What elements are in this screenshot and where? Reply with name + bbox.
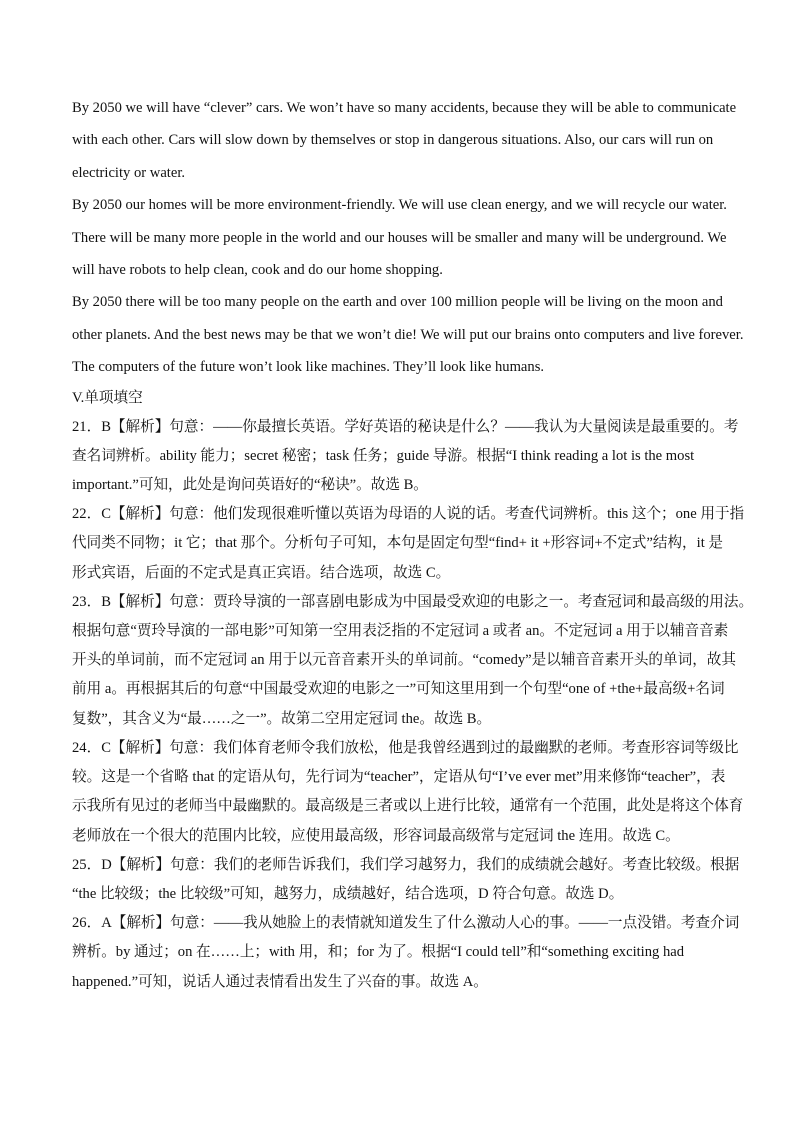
answer-line: “the 比较级；the 比较级”可知，越努力，成绩越好，结合选项，D 符合句意。故选 D。 xyxy=(72,885,624,902)
answer-line: 根据句意“贾玲导演的一部电影”可知第一空用表泛指的不定冠词 a 或者 an。不定冠词 a 用于以辅音音素 xyxy=(72,623,729,640)
passage-line: There will be many more people in the world and our houses will be smaller and many will be underground. We xyxy=(72,229,727,246)
passage-line: with each other. Cars will slow down by themselves or stop in dangerous situations. Also, our cars will run on xyxy=(72,132,714,149)
passage-line: By 2050 we will have “clever” cars. We won’t have so many accidents, because they will be able to communicate xyxy=(72,100,737,116)
answer-line: 代同类不同物；it 它；that 那个。分析句子可知，本句是固定句型“find+ it +形容词+不定式”结构，it 是 xyxy=(72,535,723,552)
passage-line: electricity or water. xyxy=(72,164,186,181)
answer-line: 形式宾语，后面的不定式是真正宾语。结合选项，故选 C。 xyxy=(72,564,451,581)
answer-line: 开头的单词前，而不定冠词 an 用于以元音音素开头的单词前。“comedy”是以辅音音素开头的单词，故其 xyxy=(72,652,736,669)
answer-line: 辨析。by 通过；on 在……上；with 用，和；for 为了。根据“I could tell”和“something exciting had xyxy=(72,944,685,961)
answer-line: 老师放在一个很大的范围内比较，应使用最高级，形容词最高级常与定冠词 the 连用。故选 C。 xyxy=(72,827,680,844)
answer-line: 前用 a。再根据其后的句意“中国最受欢迎的电影之一”可知这里用到一个句型“one of +the+最高级+名词 xyxy=(72,681,725,698)
passage-line: will have robots to help clean, cook and do our home shopping. xyxy=(72,262,443,279)
answer-line: 22．C【解析】句意：他们发现很难听懂以英语为母语的人说的话。考查代词辨析。this 这个；one 用于指 xyxy=(72,506,745,523)
passage-line: By 2050 there will be too many people on the earth and over 100 million people will be living on the moon and xyxy=(72,294,723,311)
answer-line: happened.”可知，说话人通过表情看出发生了兴奋的事。故选 A。 xyxy=(72,973,488,990)
answer-line: 24．C【解析】句意：我们体育老师令我们放松，他是我曾经遇到过的最幽默的老师。考查形容词等级比 xyxy=(72,739,739,756)
answer-line: 25．D【解析】句意：我们的老师告诉我们，我们学习越努力，我们的成绩就会越好。考查比较级。根据 xyxy=(72,856,740,873)
answer-line: 26．A【解析】句意：——我从她脸上的表情就知道发生了什么激动人心的事。——一点没错。考查介词 xyxy=(72,915,740,932)
section-heading: V.单项填空 xyxy=(72,389,143,406)
answer-line: 复数”，其含义为“最……之一”。故第二空用定冠词 the。故选 B。 xyxy=(72,710,492,727)
passage-line: By 2050 our homes will be more environment-friendly. We will use clean energy, and we will recycle our water. xyxy=(72,197,727,214)
answer-explanations xyxy=(72,413,754,997)
reading-passage xyxy=(72,92,744,384)
answer-line: important.”可知，此处是询问英语好的“秘诀”。故选 B。 xyxy=(72,477,428,494)
answer-line: 23．B【解析】句意：贾玲导演的一部喜剧电影成为中国最受欢迎的电影之一。考查冠词和最高级的用法。 xyxy=(72,593,754,610)
answer-line: 示我所有见过的老师当中最幽默的。最高级是三者或以上进行比较，通常有一个范围，此处是将这个体育 xyxy=(72,798,744,815)
answer-line: 查名词辨析。ability 能力；secret 秘密；task 任务；guide 导游。根据“I think reading a lot is the most xyxy=(72,447,695,464)
answer-line: 21．B【解析】句意：——你最擅长英语。学好英语的秘诀是什么？——我认为大量阅读是最重要的。考 xyxy=(72,418,739,435)
answer-line: 较。这是一个省略 that 的定语从句，先行词为“teacher”，定语从句“I’ve ever met”用来修饰“teacher”，表 xyxy=(72,769,726,786)
passage-line: other planets. And the best news may be that we won’t die! We will put our brains onto computers and live forever. xyxy=(72,326,744,343)
passage-line: The computers of the future won’t look like machines. They’ll look like humans. xyxy=(72,359,545,376)
document-page xyxy=(72,92,754,997)
